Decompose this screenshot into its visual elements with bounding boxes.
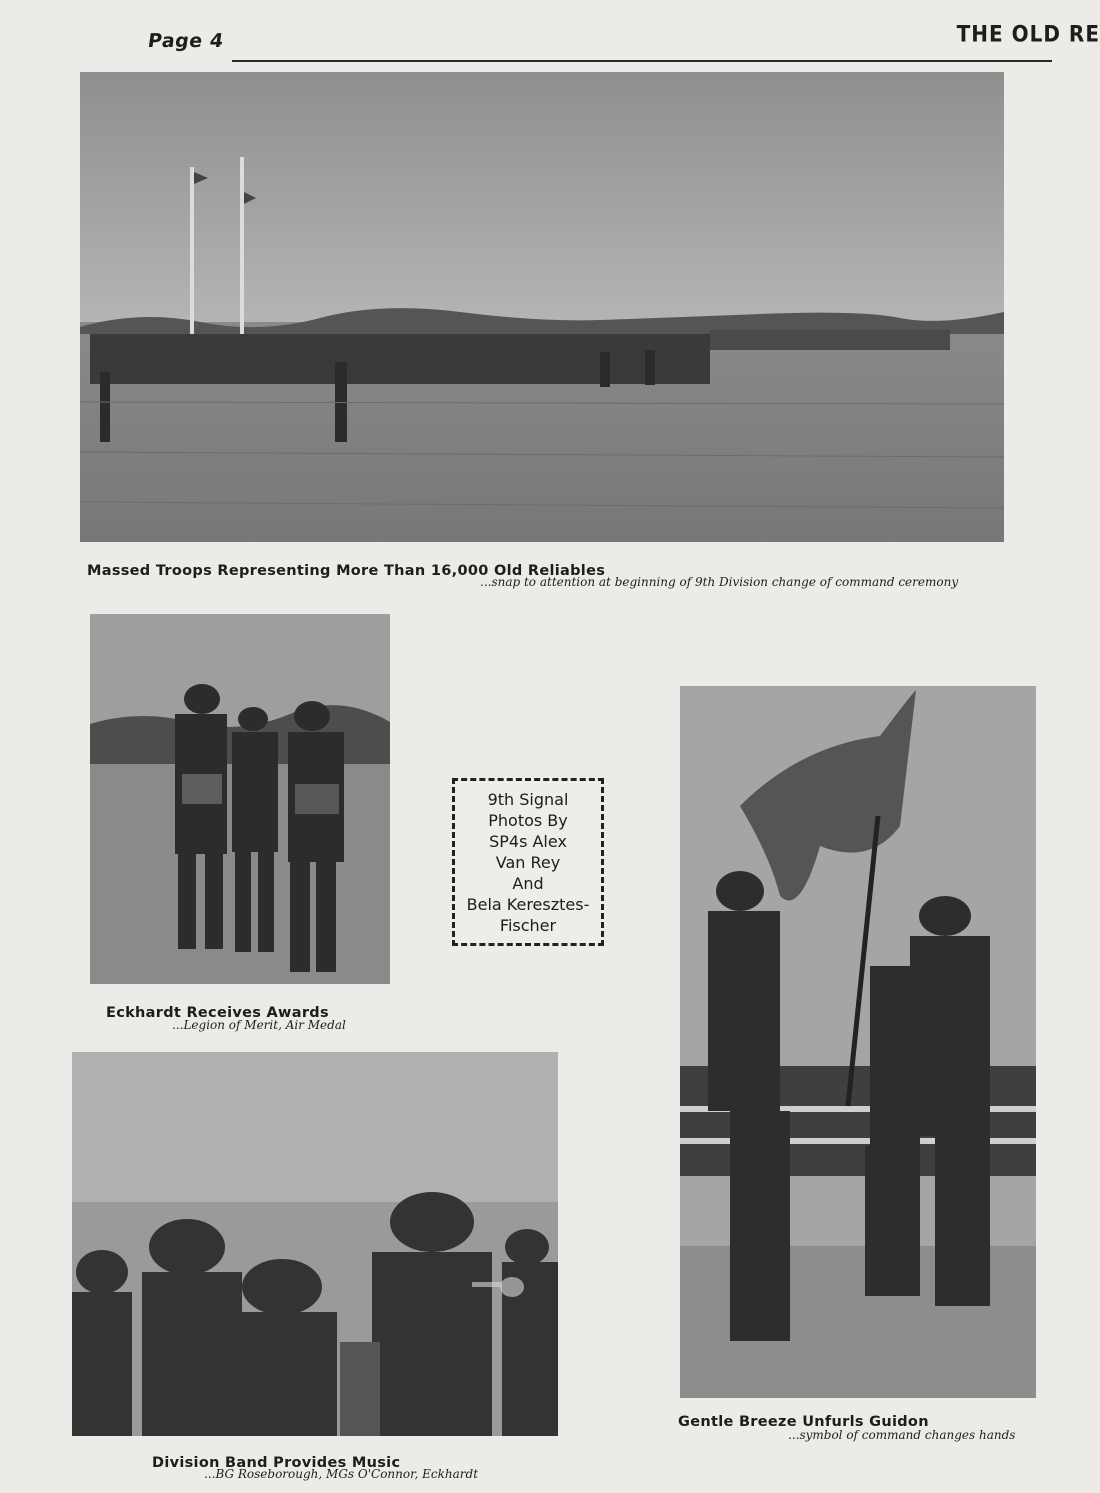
caption-massed-troops-title: Massed Troops Representing More Than 16,000 Old Reliables [87,563,606,579]
photo-massed-troops [80,72,1004,542]
caption-awards-subtitle: ...Legion of Merit, Air Medal [172,1018,346,1032]
page-number: Page 4 [146,30,226,52]
caption-guidon-sub-wrap [788,1428,1015,1442]
credit-line-1: 9th Signal [487,789,569,809]
caption-guidon-title: Gentle Breeze Unfurls Guidon [678,1414,929,1430]
caption-awards-title: Eckhardt Receives Awards [106,1005,329,1021]
header-rule [232,60,1052,62]
page-header [0,0,1100,70]
caption-massed-troops-subtitle: ...snap to attention at beginning of 9th Division change of command ceremony [480,575,959,589]
photo-credit-box [452,778,604,946]
photo-eckhardt-awards [90,614,390,984]
caption-band-title: Division Band Provides Music [152,1455,401,1471]
caption-guidon-subtitle: ...symbol of command changes hands [788,1428,1016,1442]
credit-line-7: Fischer [499,915,557,935]
caption-massed-troops-sub-wrap [480,575,958,589]
credit-line-4: Van Rey [495,852,561,872]
caption-band-sub-wrap [204,1467,478,1481]
caption-awards-sub-wrap [172,1018,346,1032]
credit-line-5: And [512,873,544,893]
credit-line-2: Photos By [488,810,568,830]
masthead: THE OLD RE [956,20,1100,48]
credit-line-6: Bela Keresztes- [466,894,590,914]
photo-guidon [680,686,1036,1398]
caption-band-subtitle: ...BG Roseborough, MGs O'Connor, Eckhardt [204,1467,479,1481]
credit-line-3: SP4s Alex [489,831,567,851]
photo-division-band [72,1052,558,1436]
